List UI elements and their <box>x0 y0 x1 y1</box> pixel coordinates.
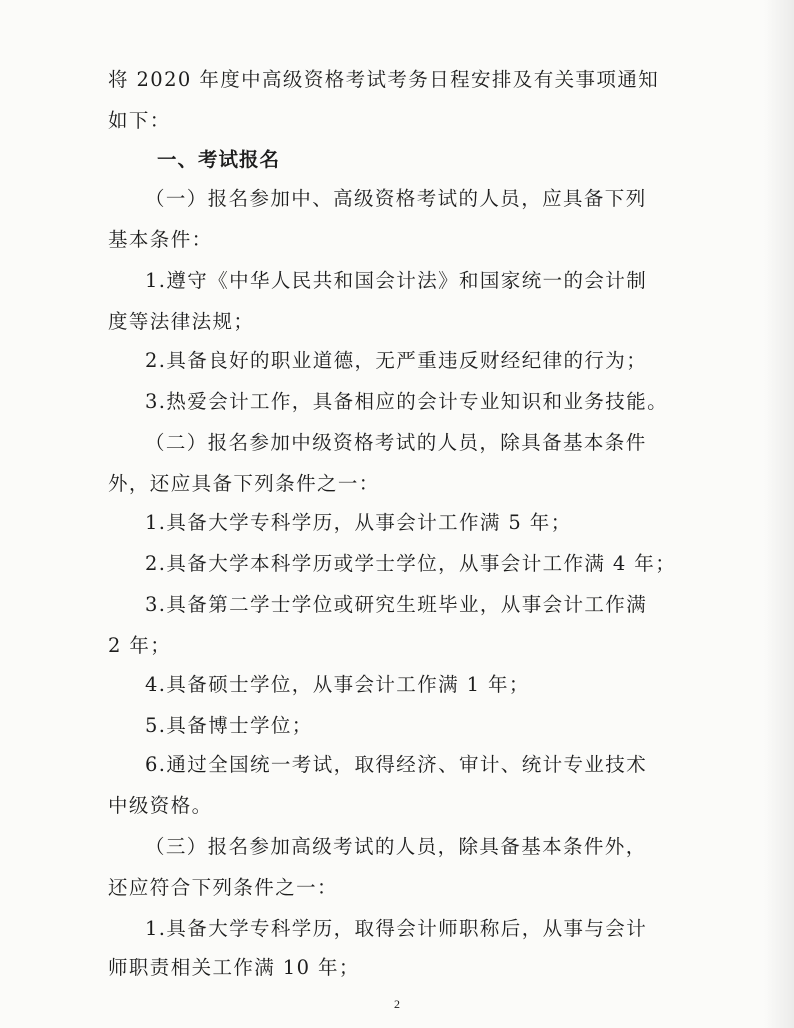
body-line: 2 年； <box>108 634 172 657</box>
body-line: 1.具备大学专科学历，取得会计师职称后，从事与会计 <box>145 917 648 940</box>
section-heading: 一、考试报名 <box>157 148 281 171</box>
body-line: 5.具备博士学位； <box>145 714 313 737</box>
body-line: 如下： <box>108 109 171 132</box>
body-line: 度等法律法规； <box>108 310 255 333</box>
body-line: 中级资格。 <box>108 794 213 817</box>
page-edge-shadow <box>764 0 794 1028</box>
body-line: 还应符合下列条件之一： <box>108 876 338 899</box>
page-number: 2 <box>394 997 400 1011</box>
body-line: 外，还应具备下列条件之一： <box>108 472 380 495</box>
body-line: 基本条件： <box>108 228 213 251</box>
body-line: （三）报名参加高级考试的人员，除具备基本条件外， <box>145 835 647 858</box>
body-line: 师职责相关工作满 10 年； <box>108 956 360 979</box>
body-line: 4.具备硕士学位，从事会计工作满 1 年； <box>145 673 530 696</box>
body-line: 1.具备大学专科学历，从事会计工作满 5 年； <box>145 511 572 534</box>
body-line: 将 2020 年度中高级资格考试考务日程安排及有关事项通知 <box>108 68 660 91</box>
body-line: 3.具备第二学士学位或研究生班毕业，从事会计工作满 <box>145 593 648 616</box>
body-line: （二）报名参加中级资格考试的人员，除具备基本条件 <box>145 431 647 454</box>
body-line: （一）报名参加中、高级资格考试的人员，应具备下列 <box>145 187 647 210</box>
body-line: 3.热爱会计工作，具备相应的会计专业知识和业务技能。 <box>145 390 669 413</box>
body-line: 2.具备良好的职业道德，无严重违反财经纪律的行为； <box>145 349 648 372</box>
body-line: 6.通过全国统一考试，取得经济、审计、统计专业技术 <box>145 753 648 776</box>
body-line: 1.遵守《中华人民共和国会计法》和国家统一的会计制 <box>145 269 648 292</box>
body-line: 2.具备大学本科学历或学士学位，从事会计工作满 4 年； <box>145 552 677 575</box>
